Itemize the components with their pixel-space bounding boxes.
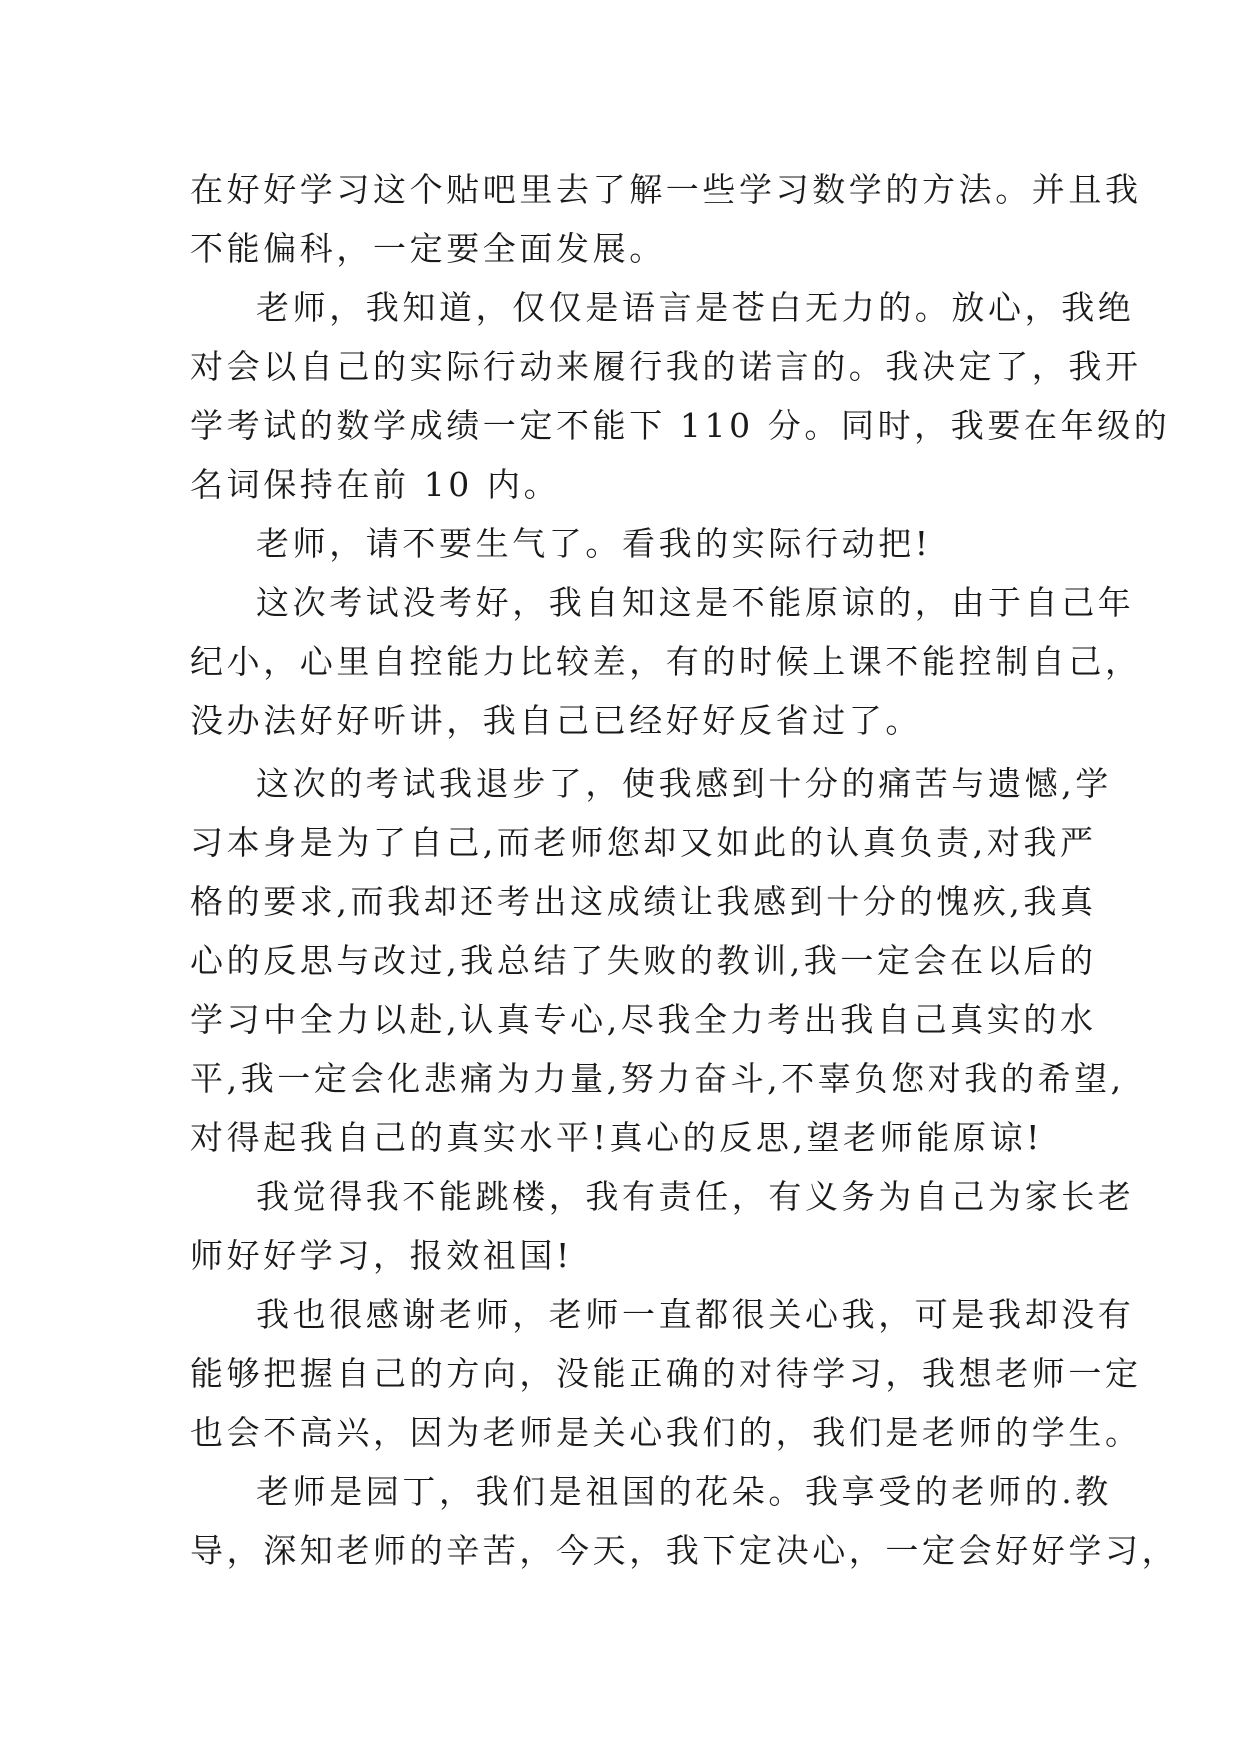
text-line: 对得起我自己的真实水平!真心的反思,望老师能原谅!	[190, 1118, 1044, 1157]
paragraph-start-line: 这次的考试我退步了，使我感到十分的痛苦与遗憾,学	[256, 764, 1112, 803]
text-line: 能够把握自己的方向，没能正确的对待学习，我想老师一定	[190, 1354, 1142, 1393]
paragraph-start-line: 我也很感谢老师，老师一直都很关心我，可是我却没有	[256, 1295, 1135, 1334]
text-line: 师好好学习，报效祖国!	[190, 1236, 573, 1275]
text-line: 纪小，心里自控能力比较差，有的时候上课不能控制自己，	[190, 642, 1142, 681]
document-body	[190, 160, 1179, 1580]
paragraph-start-line: 老师，请不要生气了。看我的实际行动把!	[256, 524, 932, 563]
text-line: 心的反思与改过,我总结了失败的教训,我一定会在以后的	[190, 941, 1097, 980]
paragraph-start-line: 老师是园丁，我们是祖国的花朵。我享受的老师的.教	[256, 1472, 1112, 1511]
text-line: 格的要求,而我却还考出这成绩让我感到十分的愧疚,我真	[190, 882, 1097, 921]
paragraph-start-line: 老师，我知道，仅仅是语言是苍白无力的。放心，我绝	[256, 288, 1135, 327]
text-line: 学考试的数学成绩一定不能下 110 分。同时，我要在年级的	[190, 406, 1171, 445]
paragraph-start-line: 这次考试没考好，我自知这是不能原谅的，由于自己年	[256, 583, 1135, 622]
text-line: 对会以自己的实际行动来履行我的诺言的。我决定了，我开	[190, 347, 1142, 386]
text-line: 平,我一定会化悲痛为力量,努力奋斗,不辜负您对我的希望,	[190, 1059, 1125, 1098]
text-line: 习本身是为了自己,而老师您却又如此的认真负责,对我严	[190, 823, 1097, 862]
text-line: 名词保持在前 10 内。	[190, 465, 561, 504]
text-line: 在好好学习这个贴吧里去了解一些学习数学的方法。并且我	[190, 170, 1142, 209]
paragraph-start-line: 我觉得我不能跳楼，我有责任，有义务为自己为家长老	[256, 1177, 1135, 1216]
text-line: 没办法好好听讲，我自己已经好好反省过了。	[190, 701, 922, 740]
text-line: 不能偏科，一定要全面发展。	[190, 229, 666, 268]
text-line: 也会不高兴，因为老师是关心我们的，我们是老师的学生。	[190, 1413, 1142, 1452]
text-line: 导，深知老师的辛苦，今天，我下定决心，一定会好好学习，	[190, 1531, 1179, 1570]
text-line: 学习中全力以赴,认真专心,尽我全力考出我自己真实的水	[190, 1000, 1097, 1039]
